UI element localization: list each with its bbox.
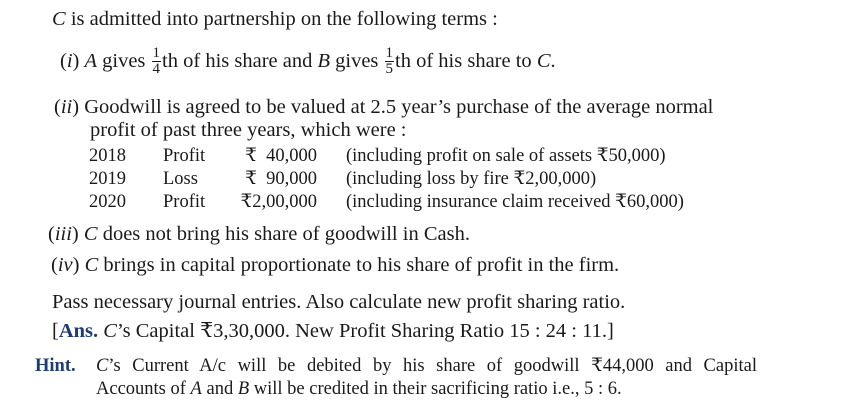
instruction <box>52 290 625 314</box>
partner-c: C <box>536 50 551 73</box>
term-label: (ii) <box>54 96 80 118</box>
intro-line <box>52 7 498 31</box>
partner-a: A <box>84 50 98 73</box>
roman-iv: iv <box>57 254 73 276</box>
roman-i: i <box>66 50 73 73</box>
intro-text: is admitted into partnership on the following terms : <box>65 8 498 30</box>
hint-text: and <box>201 379 238 399</box>
term-label: (i) <box>60 50 80 73</box>
text: . <box>550 50 556 73</box>
numerator: 1 <box>385 45 394 61</box>
note: (including insurance claim received ₹60,000) <box>346 192 684 212</box>
instruction-text: Pass necessary journal entries. Also calculate new profit sharing ratio. <box>52 291 626 313</box>
hint-label: Hint. <box>35 356 76 376</box>
hint-text: ’s Current A/c will be debited by his share of goodwill ₹44,000 and Capital <box>108 356 757 376</box>
hint-text: Accounts of <box>96 379 191 399</box>
hint-line2 <box>96 377 622 401</box>
denominator: 5 <box>385 61 394 77</box>
term-ii-text: Goodwill is agreed to be valued at 2.5 year’s purchase of the average normal <box>84 96 714 118</box>
term-iv-text: brings in capital proportionate to his share of profit in the firm. <box>98 254 620 276</box>
fraction-one-fourth <box>152 46 162 77</box>
amount: ₹2,00,000 <box>240 192 317 212</box>
roman-iii: iii <box>54 223 72 245</box>
partner-c: C <box>103 320 117 342</box>
type: Loss <box>163 169 198 189</box>
year: 2019 <box>89 169 126 189</box>
term-ii-line1 <box>54 95 713 119</box>
roman-ii: ii <box>60 96 73 118</box>
hint-text-line1 <box>96 354 757 378</box>
answer-label: Ans. <box>58 320 99 342</box>
note: (including profit on sale of assets ₹50,000) <box>346 146 666 166</box>
amount: ₹ 90,000 <box>245 169 317 189</box>
numerator: 1 <box>152 45 161 61</box>
term-ii-text-cont: profit of past three years, which were : <box>90 119 407 141</box>
term-label: (iv) <box>51 254 80 276</box>
partner-a: A <box>190 379 202 399</box>
term-iv <box>51 253 619 277</box>
hint-line1 <box>96 354 757 378</box>
partner-c: C <box>84 254 99 276</box>
partner-c: C <box>83 223 98 245</box>
term-iii <box>48 222 470 246</box>
year: 2018 <box>89 146 126 166</box>
term-iii-text: does not bring his share of goodwill in Cash. <box>97 223 470 245</box>
hint-text: will be credited in their sacrificing ratio i.e., 5 : 6. <box>249 379 622 399</box>
term-label: (iii) <box>48 223 79 245</box>
type: Profit <box>163 146 206 166</box>
denominator: 4 <box>152 61 161 77</box>
hint-label-line <box>35 354 76 378</box>
type: Profit <box>163 192 206 212</box>
text: th of his share and <box>162 50 318 73</box>
note: (including loss by fire ₹2,00,000) <box>346 169 597 189</box>
year: 2020 <box>89 192 126 212</box>
partner-c: C <box>52 8 66 30</box>
text: gives <box>330 50 384 73</box>
partner-b: B <box>237 379 250 399</box>
answer-text: ’s Capital ₹3,30,000. New Profit Sharing Ratio 15 : 24 : 11.] <box>116 320 614 342</box>
fraction-one-fifth <box>385 46 395 77</box>
term-ii-line2 <box>90 118 407 142</box>
term-i <box>60 47 556 78</box>
answer <box>52 319 614 343</box>
partner-c: C <box>96 356 109 376</box>
partner-b: B <box>317 50 330 73</box>
text: gives <box>97 50 151 73</box>
bracket-open: [ <box>52 320 59 342</box>
amount: ₹ 40,000 <box>245 146 317 166</box>
text: th of his share to <box>395 50 537 73</box>
